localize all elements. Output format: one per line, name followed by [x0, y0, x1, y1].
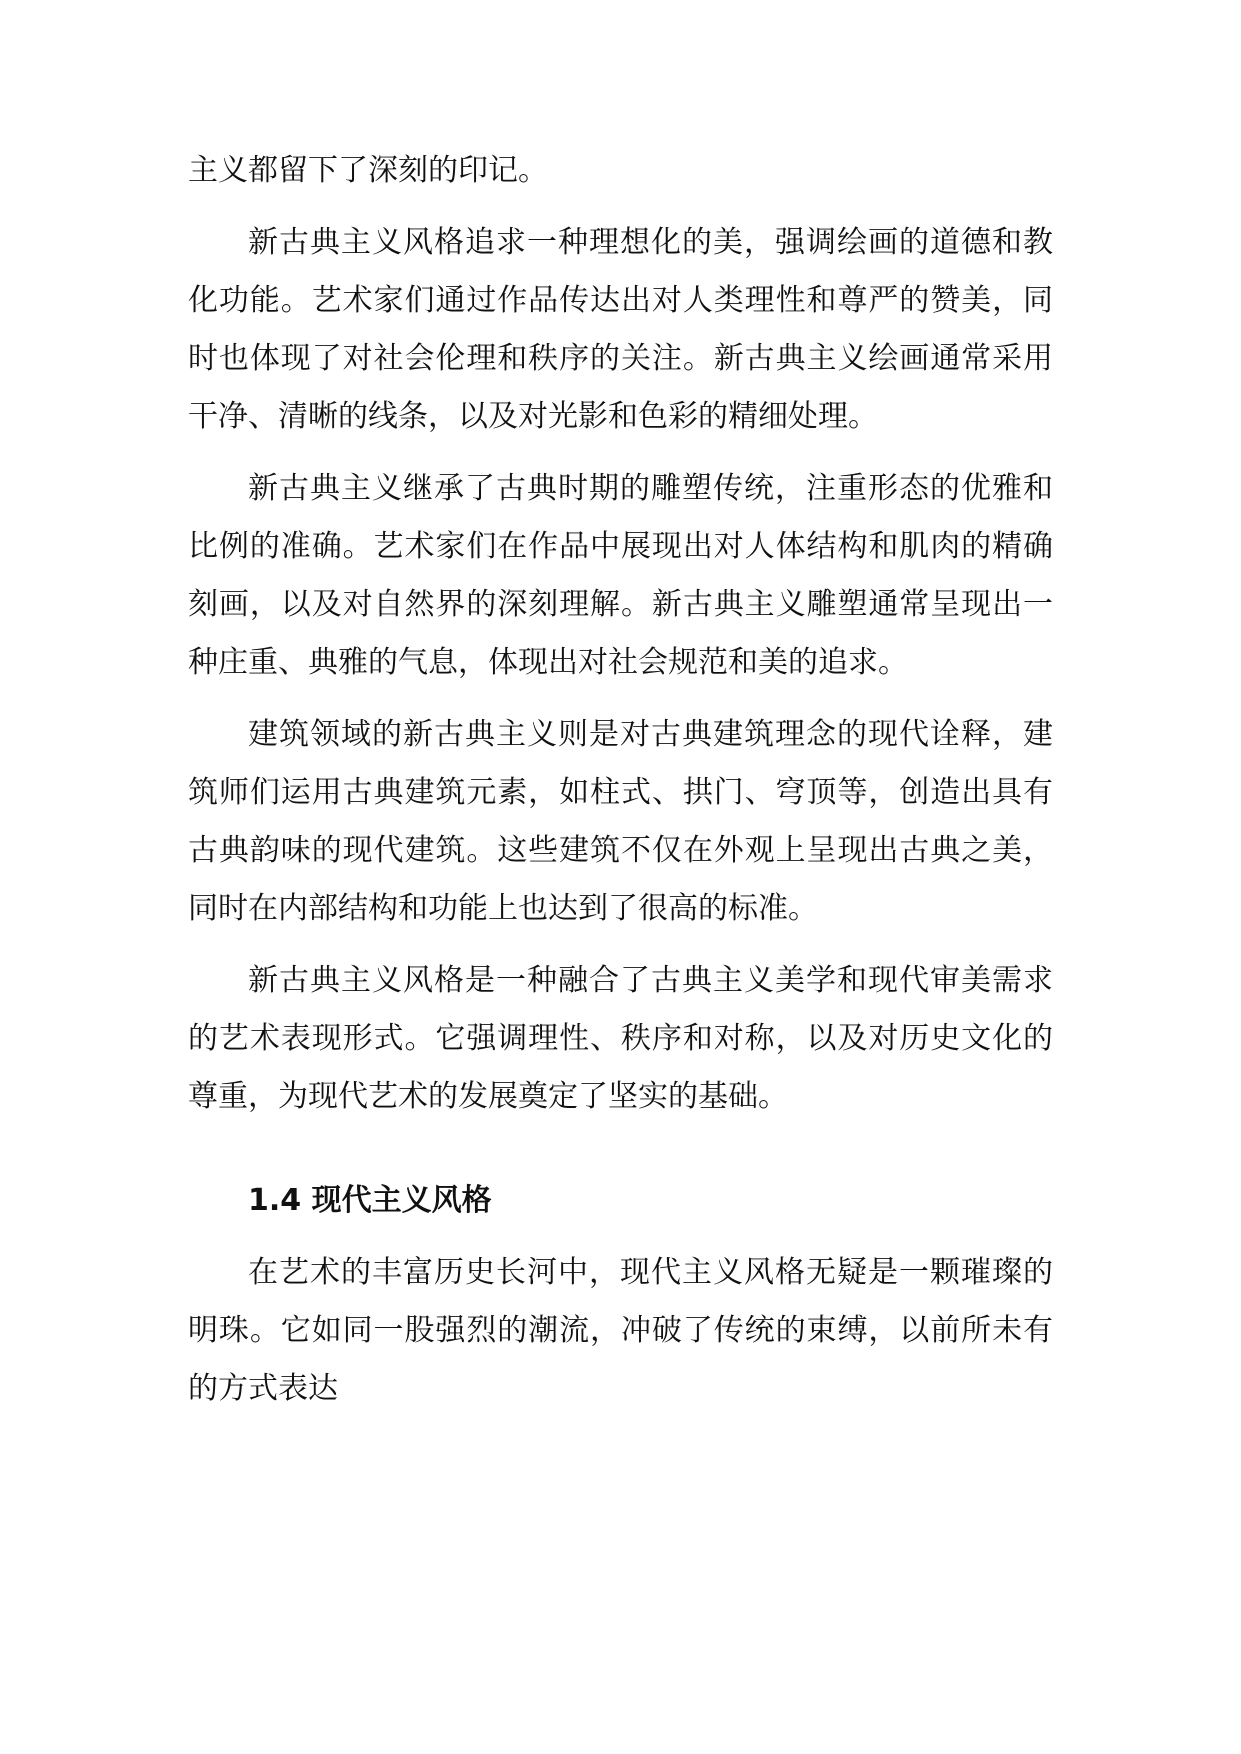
paragraph-neoclassical-painting: 新古典主义风格追求一种理想化的美，强调绘画的道德和教化功能。艺术家们通过作品传达出对人类理性和尊严的赞美，同时也体现了对社会伦理和秩序的关注。新古典主义绘画通常采用干净、清晰的线条，以及对光影和色彩的精细处理。 — [188, 225, 1053, 434]
paragraph-neoclassical-summary: 新古典主义风格是一种融合了古典主义美学和现代审美需求的艺术表现形式。它强调理性、秩序和对称，以及对历史文化的尊重，为现代艺术的发展奠定了坚实的基础。 — [188, 963, 1053, 1114]
section-heading: 1.4 现代主义风格 — [248, 1183, 492, 1218]
paragraph-continuation: 主义都留下了深刻的印记。 — [188, 153, 548, 188]
paragraph-modernism-intro: 在艺术的丰富历史长河中，现代主义风格无疑是一颗璀璨的明珠。它如同一股强烈的潮流，冲破了传统的束缚，以前所未有的方式表达 — [188, 1255, 1053, 1406]
document-body — [188, 142, 1053, 1432]
paragraph-neoclassical-architecture: 建筑领域的新古典主义则是对古典建筑理念的现代诠释，建筑师们运用古典建筑元素，如柱式、拱门、穹顶等，创造出具有古典韵味的现代建筑。这些建筑不仅在外观上呈现出古典之美，同时在内部结构和功能上也达到了很高的标准。 — [188, 717, 1053, 926]
paragraph-neoclassical-sculpture: 新古典主义继承了古典时期的雕塑传统，注重形态的优雅和比例的准确。艺术家们在作品中展现出对人体结构和肌肉的精确刻画，以及对自然界的深刻理解。新古典主义雕塑通常呈现出一种庄重、典雅的气息，体现出对社会规范和美的追求。 — [188, 471, 1053, 680]
